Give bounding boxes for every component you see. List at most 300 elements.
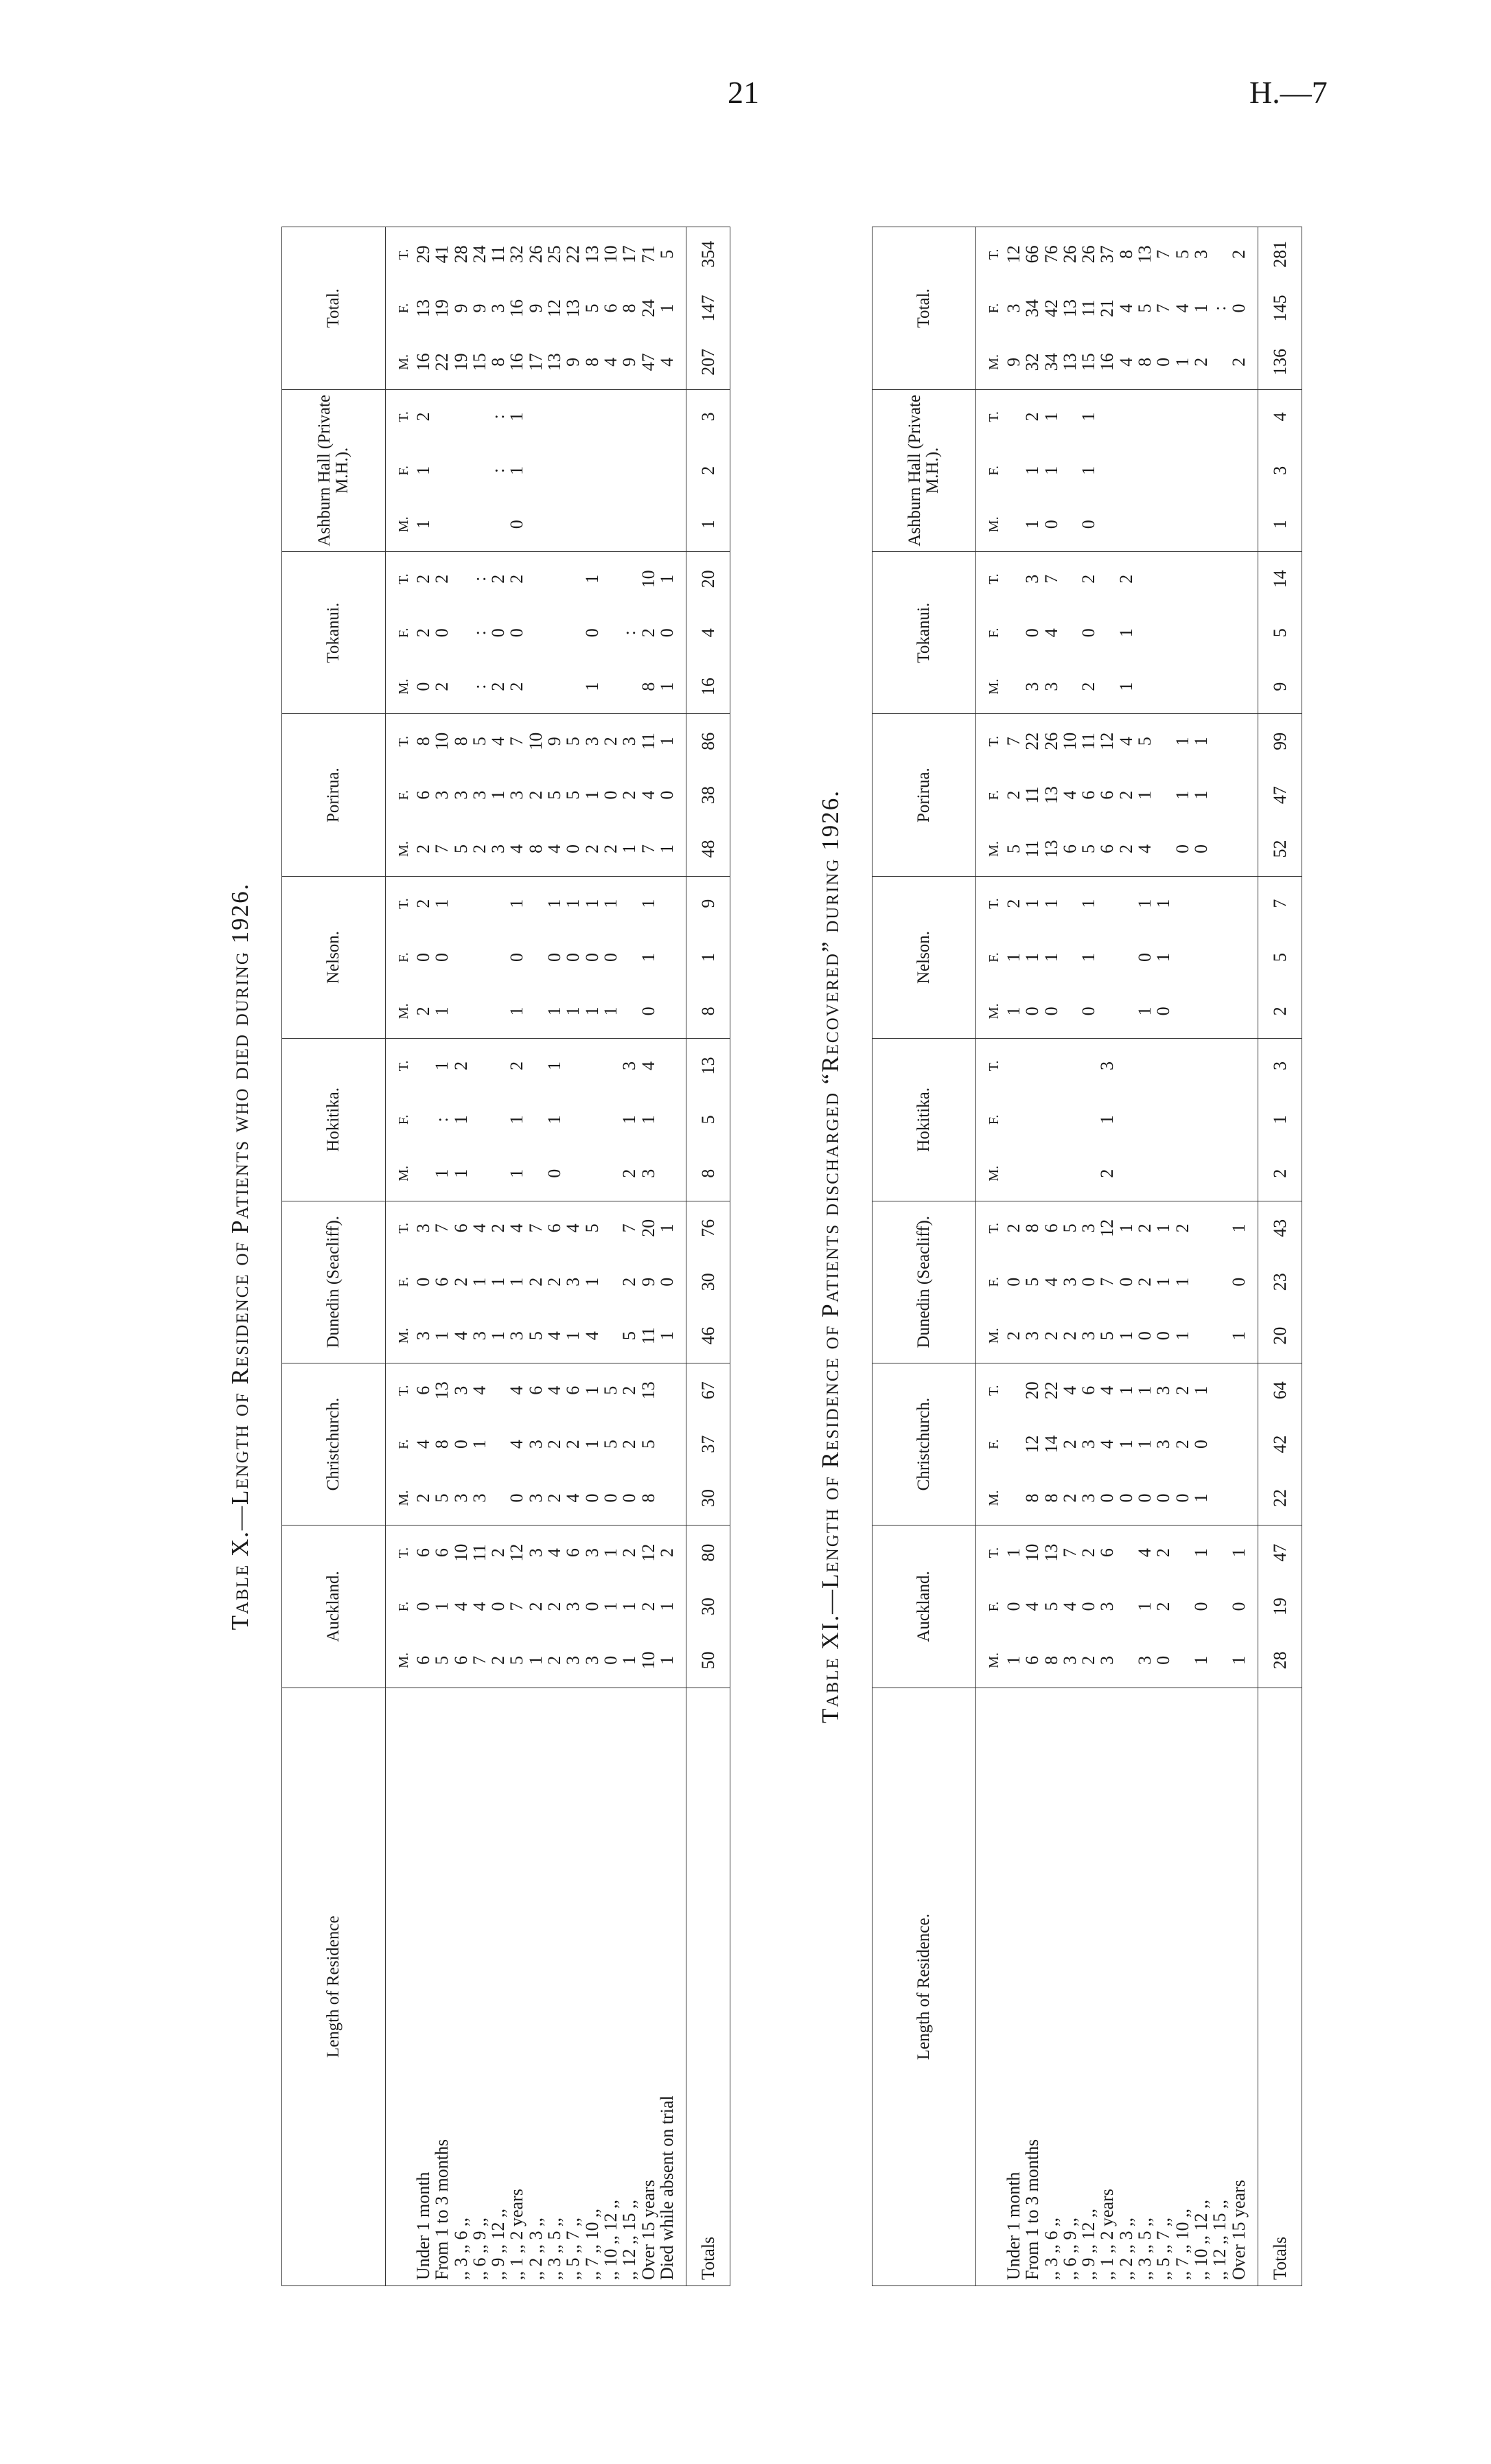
cell-value: 1 [469, 1440, 489, 1449]
cell-value [470, 1093, 489, 1147]
cell-value: 1 [1192, 1525, 1210, 1580]
sex-column-label: T. [386, 1363, 415, 1417]
sex-column-label: T. [386, 1039, 415, 1093]
cell-value [545, 444, 564, 497]
cell-value: 1 [1041, 952, 1061, 962]
cell-value [1229, 1417, 1248, 1471]
sex-column-label: M. [386, 1147, 415, 1201]
cell-value [1192, 498, 1210, 552]
cell-value: 5 [658, 227, 676, 281]
cell-value [1210, 714, 1229, 768]
cell-value [1229, 822, 1248, 876]
cell-value: 1 [1117, 1309, 1135, 1363]
cell-value: 26 [1079, 227, 1098, 281]
cell-value [583, 1039, 601, 1093]
cell-value: 9 [620, 335, 638, 389]
cell-value: 8 [414, 714, 432, 768]
cell-value [1229, 768, 1248, 822]
cell-value: 3 [1023, 660, 1041, 714]
cell-value [470, 876, 489, 930]
cell-value [1192, 444, 1210, 497]
cell-value [1117, 1093, 1135, 1147]
table-row [1154, 227, 1172, 2286]
cell-value: 6 [414, 1525, 432, 1580]
cell-value: 11 [639, 1309, 658, 1363]
cell-value: 2 [1173, 1201, 1192, 1255]
cell-value: 1 [432, 1309, 451, 1363]
cell-value: 5 [581, 303, 602, 313]
spacer-cell [676, 552, 686, 606]
sex-column-label: F. [396, 627, 411, 638]
cell-value [1023, 1039, 1041, 1093]
total-value: 8 [686, 1147, 730, 1201]
total-value: 5 [1258, 606, 1302, 660]
cell-value: 3 [1079, 1471, 1098, 1525]
cell-value: 2 [1154, 1525, 1172, 1580]
sex-column-label: T. [386, 389, 415, 444]
cell-value [620, 985, 638, 1039]
cell-value: 4 [1059, 790, 1080, 800]
sex-column-label: M. [976, 660, 1005, 714]
cell-value [620, 444, 638, 497]
sex-column-label: M. [976, 335, 1005, 389]
cell-value: 0 [1154, 985, 1172, 1039]
cell-value: 4 [564, 1471, 582, 1525]
row-label: ,, 6 ,, 9 ,, [470, 1688, 489, 2285]
cell-value: 1 [432, 876, 451, 930]
sex-column-label: T. [976, 389, 1005, 444]
cell-value: 1 [1023, 876, 1041, 930]
cell-value [1079, 1039, 1098, 1093]
spacer-cell [676, 1633, 686, 1688]
cell-value: 1 [638, 1115, 658, 1125]
cell-value [1004, 660, 1023, 714]
cell-value [432, 444, 451, 497]
cell-value: 1 [1173, 714, 1192, 768]
cell-value: 8 [1135, 335, 1154, 389]
institution-header: Nelson. [872, 876, 976, 1038]
cell-value: 1 [1116, 1440, 1136, 1449]
cell-value: 4 [658, 335, 676, 389]
spacer-cell [1248, 227, 1258, 281]
cell-value: 6 [1098, 822, 1116, 876]
table-row [470, 227, 489, 2286]
cell-value: 13 [1041, 786, 1061, 805]
cell-value [1210, 1309, 1229, 1363]
cell-value: 1 [601, 876, 620, 930]
spacer-cell [1248, 1633, 1258, 1688]
row-label: From 1 to 3 months [1023, 1688, 1041, 2285]
cell-value: 16 [507, 335, 526, 389]
cell-value [1117, 1525, 1135, 1580]
cell-value: 3 [527, 1471, 545, 1525]
cell-value: 1 [432, 1039, 451, 1093]
cell-value [1004, 1039, 1023, 1093]
cell-value: 1 [601, 1525, 620, 1580]
cell-value: 1 [1172, 1277, 1192, 1287]
cell-value: 2 [1079, 660, 1098, 714]
cell-value: 11 [470, 1525, 489, 1580]
cell-value [620, 876, 638, 930]
cell-value: 13 [1061, 335, 1079, 389]
total-value: 48 [686, 822, 730, 876]
cell-value [1117, 1039, 1135, 1093]
table-xi [872, 227, 1302, 2286]
cell-value: 2 [545, 1633, 564, 1688]
cell-value [1135, 1039, 1154, 1093]
cell-value: 13 [1135, 227, 1154, 281]
cell-value: 9 [545, 714, 564, 768]
cell-value: 34 [1042, 335, 1061, 389]
total-value: 76 [686, 1201, 730, 1255]
cell-value [564, 1147, 582, 1201]
cell-value: 1 [507, 1277, 527, 1287]
cell-value [545, 389, 564, 444]
cell-value: 1 [1135, 1363, 1154, 1417]
cell-value: 6 [432, 1525, 451, 1580]
cell-value [470, 444, 489, 497]
spacer-cell [676, 281, 686, 335]
cell-value [545, 498, 564, 552]
cell-value: 13 [413, 299, 433, 317]
cell-value: 0 [507, 952, 527, 962]
sex-column-label: M. [976, 1309, 1005, 1363]
cell-value: 13 [639, 1363, 658, 1417]
cell-value: 2 [658, 1525, 676, 1580]
cell-value: 4 [452, 1309, 470, 1363]
cell-value: 1 [1078, 465, 1099, 475]
cell-value: 8 [1042, 1471, 1061, 1525]
cell-value [1098, 552, 1116, 606]
cell-value: 7 [507, 714, 526, 768]
cell-value: 3 [1078, 1440, 1099, 1449]
cell-value [527, 552, 545, 606]
cell-value: 4 [1061, 1363, 1079, 1417]
sex-column-label: M. [976, 822, 1005, 876]
cell-value [1192, 660, 1210, 714]
total-value: 80 [686, 1525, 730, 1580]
cell-value: 0 [1042, 498, 1061, 552]
cell-value: 1 [1117, 1201, 1135, 1255]
total-value: 46 [686, 1309, 730, 1363]
cell-value [1210, 606, 1229, 660]
row-label: ,, 1 ,, 2 years [507, 1688, 526, 2285]
cell-value [1192, 389, 1210, 444]
spacer-cell [676, 1580, 686, 1633]
cell-value [527, 985, 545, 1039]
cell-value: 0 [581, 952, 602, 962]
cell-value: 1 [1192, 1471, 1210, 1525]
cell-value: 2 [1192, 335, 1210, 389]
cell-value [527, 660, 545, 714]
cell-value [1154, 389, 1172, 444]
cell-value [489, 1147, 507, 1201]
cell-value [1098, 498, 1116, 552]
cell-value: 5 [527, 1309, 545, 1363]
sex-column-label: F. [396, 952, 411, 963]
cell-value [1173, 552, 1192, 606]
total-value: 1 [1258, 1093, 1302, 1147]
cell-value [1117, 876, 1135, 930]
cell-value [1023, 1147, 1041, 1201]
cell-value: 9 [1004, 335, 1023, 389]
total-value: 16 [686, 660, 730, 714]
total-value: 86 [686, 714, 730, 768]
cell-value [1154, 498, 1172, 552]
cell-value: 1 [413, 465, 433, 475]
cell-value: 2 [414, 876, 432, 930]
cell-value: : [469, 630, 489, 636]
spacer-cell [1248, 444, 1258, 497]
cell-value: 0 [1154, 1471, 1172, 1525]
cell-value [658, 1417, 676, 1471]
cell-value: 0 [1190, 1602, 1211, 1611]
cell-value: 5 [563, 790, 583, 800]
cell-value: 1 [1135, 1440, 1155, 1449]
cell-value [1117, 1580, 1135, 1633]
cell-value: 12 [544, 299, 565, 317]
cell-value [489, 1039, 507, 1093]
sex-column-label: F. [396, 1114, 411, 1125]
institution-header: Christchurch. [282, 1363, 386, 1525]
cell-value: 5 [601, 1363, 620, 1417]
total-value: 5 [686, 1093, 730, 1147]
cell-value [1210, 660, 1229, 714]
cell-value: 3 [583, 1525, 601, 1580]
cell-value: 19 [432, 299, 452, 317]
cell-value [1210, 1580, 1229, 1633]
total-value: 4 [1258, 389, 1302, 444]
total-value: 99 [1258, 714, 1302, 768]
spacer-cell [676, 498, 686, 552]
cell-value: 4 [545, 1363, 564, 1417]
spacer-cell [1248, 1147, 1258, 1201]
cell-value: 0 [1135, 952, 1155, 962]
cell-value [1117, 389, 1135, 444]
cell-value: 14 [1041, 1435, 1061, 1453]
row-label: ,, 7 ,, 10 ,, [1173, 1688, 1192, 2285]
cell-value: 8 [489, 335, 507, 389]
cell-value [1061, 606, 1079, 660]
cell-value [1098, 876, 1116, 930]
cell-value [1229, 985, 1248, 1039]
cell-value: 7 [1004, 714, 1023, 768]
total-value: 3 [1258, 444, 1302, 497]
cell-value [1192, 1201, 1210, 1255]
cell-value: 4 [507, 1363, 526, 1417]
cell-value [527, 1147, 545, 1201]
sex-column-label: T. [386, 1525, 415, 1580]
cell-value: 0 [1228, 303, 1249, 313]
cell-value: 5 [452, 822, 470, 876]
spacer-cell [1248, 714, 1258, 768]
cell-value [658, 1363, 676, 1417]
cell-value: 2 [414, 552, 432, 606]
cell-value: 8 [452, 714, 470, 768]
cell-value [583, 389, 601, 444]
sex-column-label: T. [976, 1525, 1005, 1580]
cell-value [1173, 985, 1192, 1039]
cell-value: 2 [544, 1440, 565, 1449]
table-row [658, 227, 676, 2286]
cell-value: 3 [1135, 1633, 1154, 1688]
cell-value: 1 [507, 1115, 527, 1125]
spacer-cell [1248, 552, 1258, 606]
cell-value: 3 [583, 1633, 601, 1688]
table-row [1117, 227, 1135, 2286]
cell-value: 4 [601, 335, 620, 389]
row-label: ,, 12 ,, 15 ,, [620, 1688, 638, 2285]
cell-value: 2 [1098, 1147, 1116, 1201]
cell-value [1173, 1525, 1192, 1580]
cell-value [658, 985, 676, 1039]
cell-value [545, 606, 564, 660]
cell-value [1210, 768, 1229, 822]
institution-header: Porirua. [872, 714, 976, 876]
cell-value [1210, 930, 1229, 984]
row-label: ,, 12 ,, 15 ,, [1210, 1688, 1229, 2285]
cell-value: 6 [527, 1363, 545, 1417]
subheader-row [976, 227, 1005, 2286]
cell-value: 6 [1098, 1525, 1116, 1580]
cell-value [1023, 1093, 1041, 1147]
sex-column-label: M. [386, 985, 415, 1039]
cell-value: 1 [658, 714, 676, 768]
cell-value: 0 [1154, 1309, 1172, 1363]
cell-value: 1 [581, 1277, 602, 1287]
cell-value: 34 [1022, 299, 1043, 317]
cell-value: 2 [432, 552, 451, 606]
sex-column-label: T. [976, 1201, 1005, 1255]
cell-value: 3 [1098, 1633, 1116, 1688]
cell-value [1173, 660, 1192, 714]
cell-value: 1 [583, 660, 601, 714]
cell-value [1154, 660, 1172, 714]
cell-value [639, 498, 658, 552]
cell-value [414, 1093, 432, 1147]
table-xi-rotated [817, 227, 1359, 2286]
cell-value [1098, 606, 1116, 660]
cell-value [452, 930, 470, 984]
cell-value: 0 [1190, 1440, 1211, 1449]
institution-header: Total. [282, 227, 386, 390]
total-value: 30 [686, 1471, 730, 1525]
cell-value [1061, 660, 1079, 714]
cell-value [1229, 1147, 1248, 1201]
cell-value: 1 [507, 465, 527, 475]
cell-value [1173, 1580, 1192, 1633]
cell-value [1192, 985, 1210, 1039]
cell-value: 1 [1153, 952, 1174, 962]
cell-value: 4 [1117, 714, 1135, 768]
cell-value: 0 [1078, 1602, 1099, 1611]
cell-value: 1 [619, 1115, 640, 1125]
total-value: 19 [1258, 1580, 1302, 1633]
cell-value: 10 [601, 227, 620, 281]
cell-value: 3 [488, 303, 509, 313]
cell-value: 47 [639, 335, 658, 389]
cell-value: : [432, 1117, 452, 1122]
cell-value [1229, 1093, 1248, 1147]
cell-value: 1 [656, 1602, 677, 1611]
spacer-cell [676, 1039, 686, 1093]
cell-value: 8 [1023, 1201, 1041, 1255]
cell-value: 1 [1192, 714, 1210, 768]
cell-value: 0 [413, 952, 433, 962]
row-label: ,, 3 ,, 6 ,, [1042, 1688, 1061, 2285]
cell-value: 12 [1098, 714, 1116, 768]
total-value: 7 [1258, 876, 1302, 930]
cell-value [489, 1471, 507, 1525]
cell-value: : [470, 552, 489, 606]
cell-value [1135, 660, 1154, 714]
cell-value [527, 444, 545, 497]
cell-value: 1 [1135, 985, 1154, 1039]
table-row [1098, 227, 1116, 2286]
cell-value [1117, 498, 1135, 552]
table-row [545, 227, 564, 2286]
spacer-cell [1248, 1309, 1258, 1363]
spacer-cell [676, 444, 686, 497]
row-label: ,, 9 ,, 12 ,, [1079, 1688, 1098, 2285]
cell-value: 12 [1022, 1435, 1043, 1453]
cell-value: 0 [1079, 985, 1098, 1039]
cell-value: 2 [452, 1039, 470, 1093]
sex-column-label: M. [386, 335, 415, 389]
cell-value: : [489, 389, 507, 444]
cell-value [1061, 1147, 1079, 1201]
cell-value [1210, 1255, 1229, 1309]
cell-value: 0 [1004, 1277, 1024, 1287]
spacer-cell [676, 1471, 686, 1525]
cell-value: 4 [1022, 1602, 1043, 1611]
cell-value: 1 [507, 985, 526, 1039]
cell-value: 5 [1173, 227, 1192, 281]
cell-value: 1 [1004, 1633, 1023, 1688]
cell-value: 2 [544, 1602, 565, 1611]
cell-value: 8 [527, 822, 545, 876]
table-row [414, 227, 432, 2286]
cell-value: 1 [1192, 1633, 1210, 1688]
cell-value [601, 1309, 620, 1363]
cell-value: 0 [1154, 335, 1172, 389]
cell-value: 0 [414, 660, 432, 714]
header-row [282, 227, 386, 2286]
cell-value [527, 1093, 545, 1147]
cell-value: 3 [450, 790, 471, 800]
cell-value: 4 [469, 1602, 489, 1611]
cell-value [1061, 985, 1079, 1039]
cell-value: 2 [413, 628, 433, 638]
cell-value: 5 [470, 714, 489, 768]
cell-value: 5 [1022, 1277, 1043, 1287]
cell-value: 3 [452, 1363, 470, 1417]
cell-value [658, 876, 676, 930]
cell-value: 13 [432, 1363, 451, 1417]
sex-column-label: F. [986, 303, 1002, 314]
cell-value: 1 [507, 389, 526, 444]
cell-value [1079, 1147, 1098, 1201]
cell-value: 2 [1004, 1309, 1023, 1363]
table-row [1061, 227, 1079, 2286]
spacer-cell [676, 1309, 686, 1363]
sex-column-label: F. [396, 465, 411, 476]
cell-value [1061, 552, 1079, 606]
cell-value [601, 660, 620, 714]
cell-value [489, 1093, 507, 1147]
cell-value: 0 [432, 952, 452, 962]
cell-value: 2 [1061, 1309, 1079, 1363]
